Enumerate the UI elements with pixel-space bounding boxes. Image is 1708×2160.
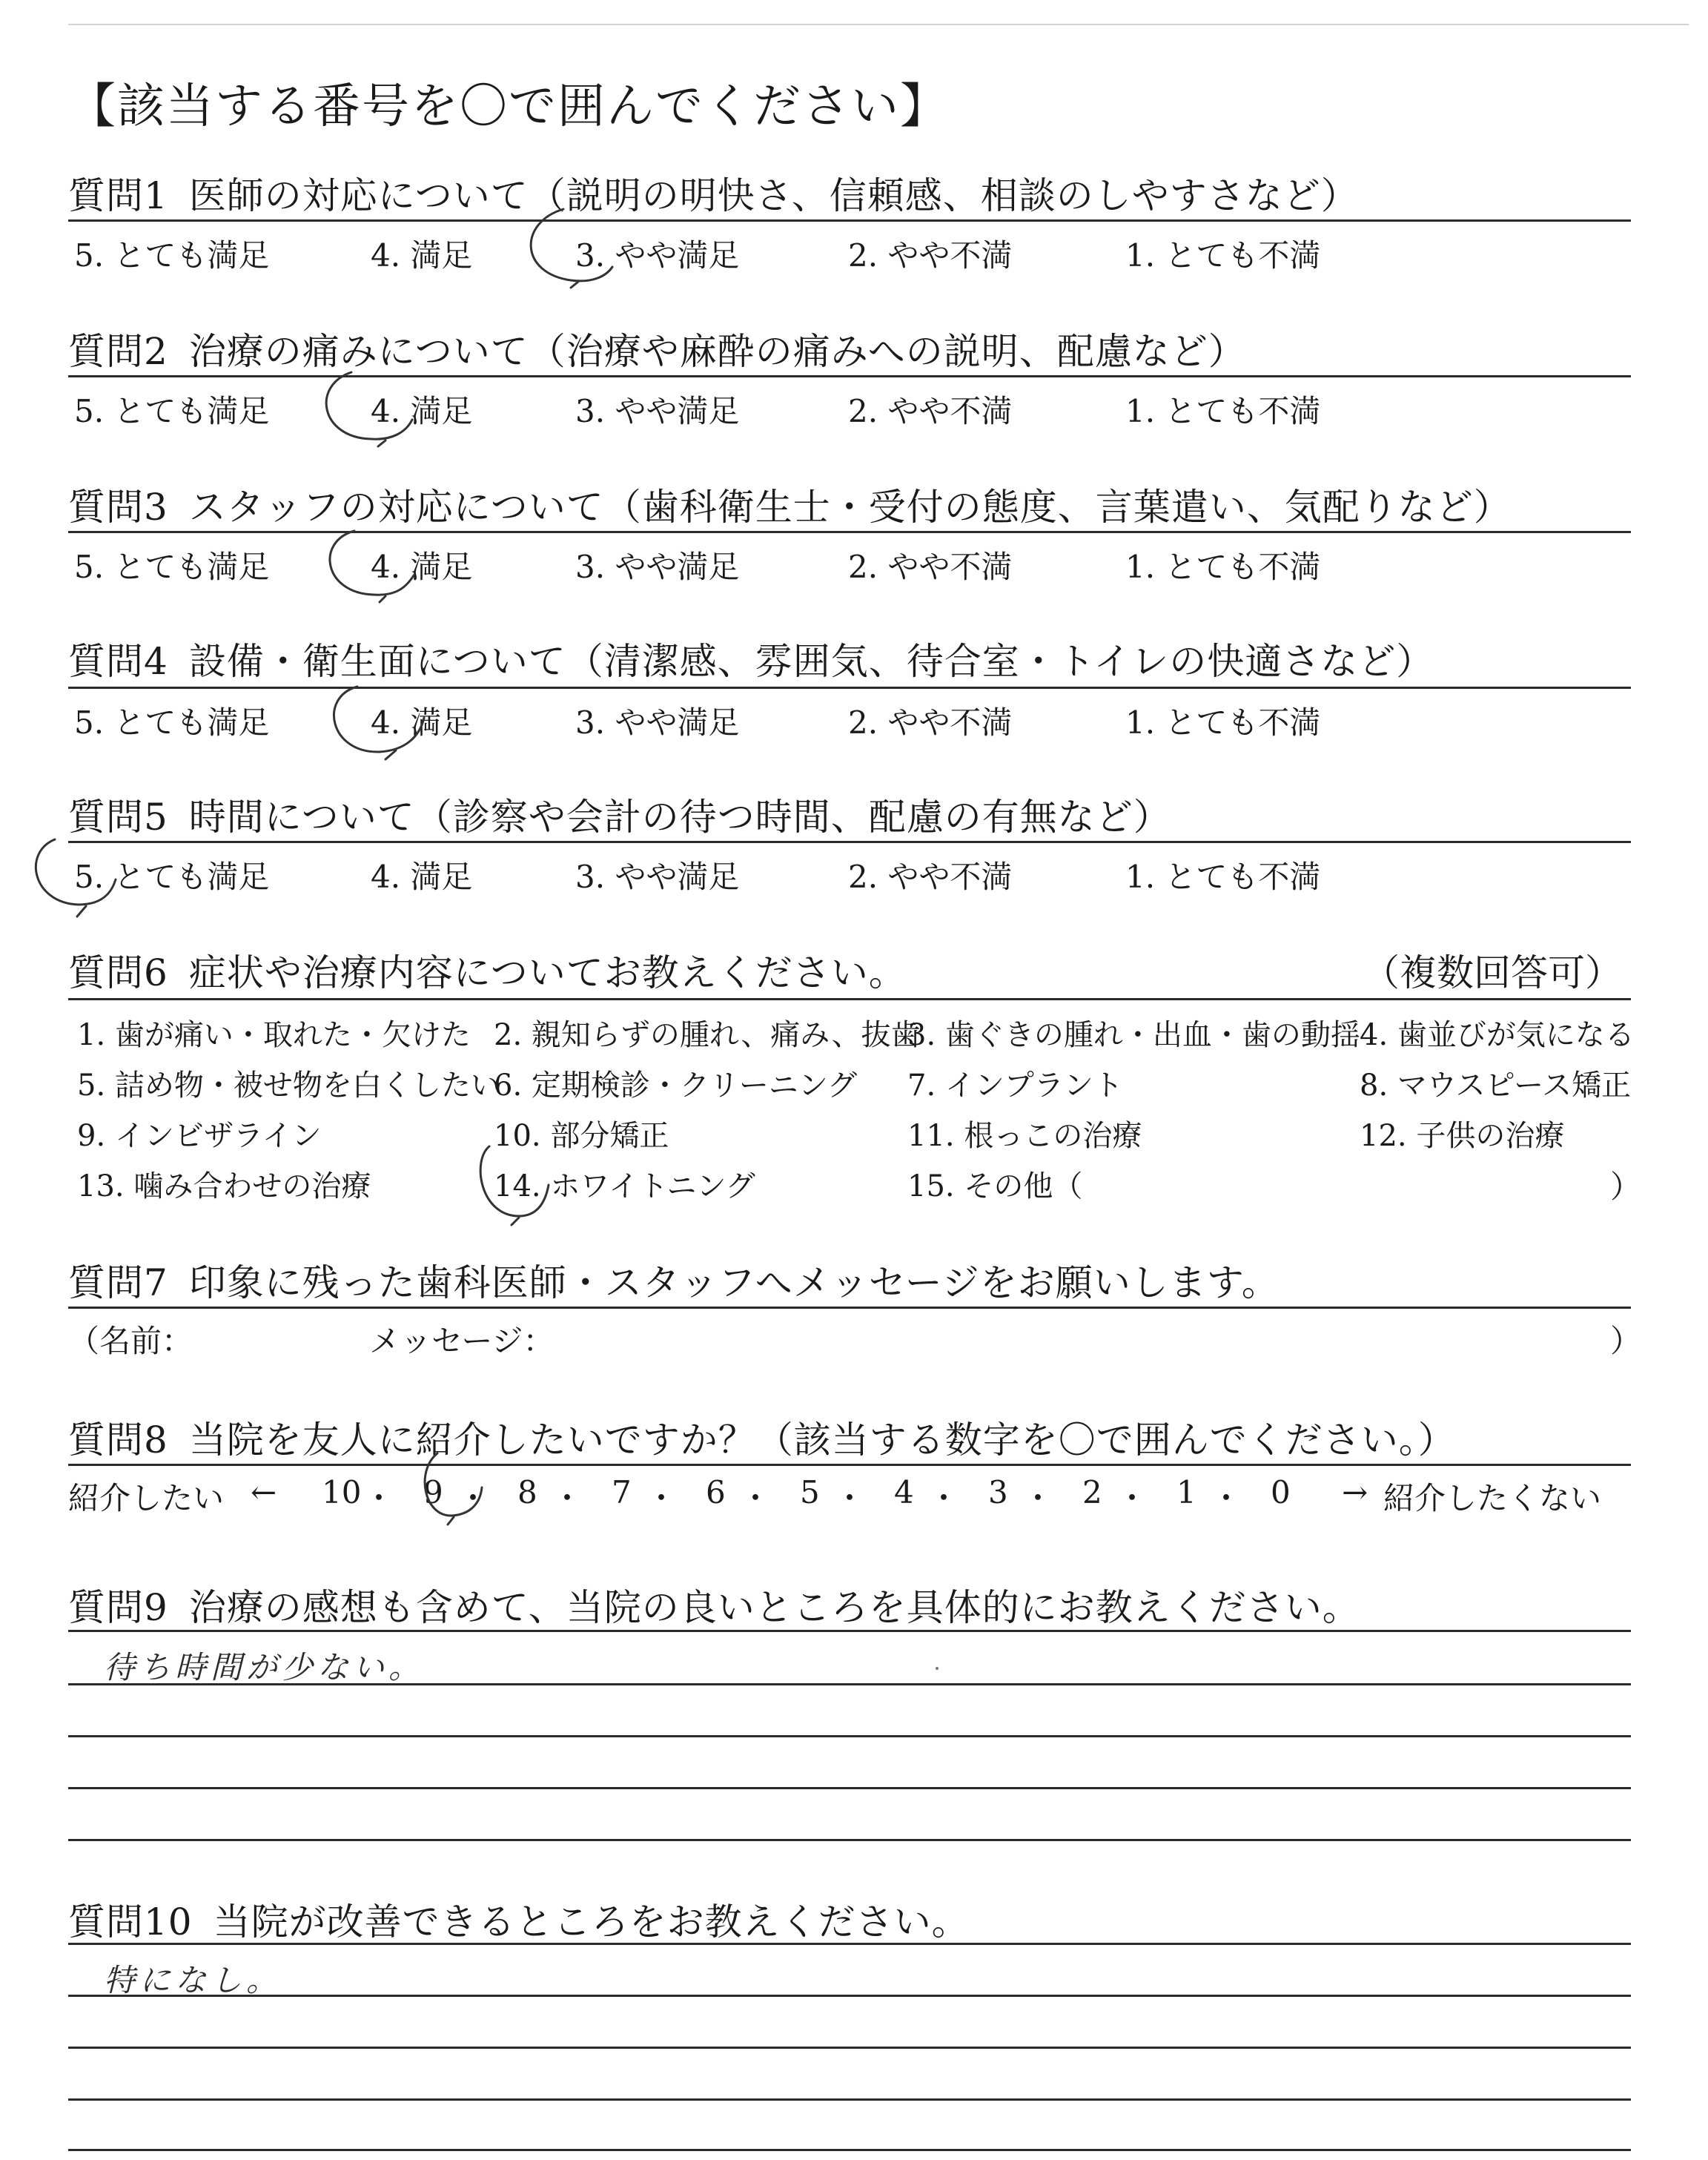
- scale-separator: ・: [1211, 1480, 1242, 1516]
- question-number: 質問10: [68, 1900, 193, 1943]
- q4-option-1[interactable]: 1. とても不満: [1125, 704, 1321, 741]
- question-6-title: [68, 943, 907, 997]
- answer-line: [68, 1735, 1631, 1737]
- q10-handwritten-answer[interactable]: 特になし。: [104, 1962, 282, 1998]
- scale-separator: ・: [834, 1480, 866, 1516]
- scale-number-4[interactable]: 4: [894, 1474, 914, 1510]
- question-text: 当院が改善できるところをお教えください。: [213, 1900, 970, 1943]
- top-border: [68, 24, 1689, 25]
- name-field-label: （名前：: [68, 1323, 193, 1359]
- question-text: 医師の対応について（説明の明快さ、信頼感、相談のしやすさなど）: [188, 174, 1359, 217]
- scale-number-6[interactable]: 6: [706, 1474, 726, 1510]
- message-field-label: メッセージ：: [369, 1323, 555, 1359]
- answer-line: [68, 1630, 1631, 1632]
- q5-option-5[interactable]: 5. とても満足: [74, 859, 270, 895]
- q6-item-7[interactable]: 7. インプラント: [907, 1069, 1123, 1103]
- left-arrow: ←: [251, 1474, 277, 1510]
- scale-separator: ・: [646, 1480, 678, 1516]
- question-8-title: [68, 1410, 1456, 1464]
- question-rule: [68, 841, 1631, 843]
- q3-option-3[interactable]: 3. やや満足: [575, 549, 740, 585]
- scan-speck: [936, 1667, 939, 1670]
- q4-option-5[interactable]: 5. とても満足: [74, 704, 270, 741]
- q6-item-13[interactable]: 13. 噛み合わせの治療: [77, 1169, 371, 1203]
- q6-item-10[interactable]: 10. 部分矯正: [494, 1119, 669, 1153]
- message-close-paren: ）: [1610, 1323, 1642, 1359]
- q6-item-8[interactable]: 8. マウスピース矯正: [1360, 1069, 1632, 1103]
- q6-item-2[interactable]: 2. 親知らずの腫れ、痛み、抜歯: [494, 1018, 921, 1052]
- q3-option-5[interactable]: 5. とても満足: [74, 549, 270, 585]
- question-1-title: [68, 166, 1359, 219]
- q4-option-4[interactable]: 4. 満足: [371, 704, 473, 741]
- q6-item-12[interactable]: 12. 子供の治療: [1360, 1119, 1565, 1153]
- question-10-title: [68, 1892, 970, 1946]
- question-9-title: [68, 1578, 1360, 1631]
- recommend-label: 紹介したい: [68, 1480, 225, 1516]
- scale-separator: ・: [1116, 1480, 1148, 1516]
- question-text: スタッフの対応について（歯科衛生士・受付の態度、言葉遣い、気配りなど）: [188, 486, 1512, 529]
- question-text: 当院を友人に紹介したいですか？（該当する数字を〇で囲んでください。）: [188, 1418, 1456, 1462]
- scale-number-7[interactable]: 7: [612, 1474, 632, 1510]
- q9-handwritten-answer[interactable]: 待ち時間が少ない。: [104, 1649, 425, 1685]
- question-rule: [68, 687, 1631, 689]
- scale-number-2[interactable]: 2: [1082, 1474, 1102, 1510]
- answer-line: [68, 1839, 1631, 1841]
- q5-option-2[interactable]: 2. やや不満: [848, 859, 1013, 895]
- q2-option-3[interactable]: 3. やや満足: [575, 393, 740, 429]
- scale-separator: ・: [363, 1480, 395, 1516]
- answer-line: [68, 1995, 1631, 1997]
- q5-option-4[interactable]: 4. 満足: [371, 859, 473, 895]
- question-number: 質問5: [68, 796, 168, 839]
- question-number: 質問2: [68, 330, 168, 373]
- q6-item-15[interactable]: 15. その他（: [907, 1169, 1083, 1203]
- question-number: 質問3: [68, 486, 168, 529]
- q1-option-2[interactable]: 2. やや不満: [848, 237, 1013, 274]
- q1-option-1[interactable]: 1. とても不満: [1125, 237, 1321, 274]
- q6-item-1[interactable]: 1. 歯が痛い・取れた・欠けた: [77, 1018, 471, 1052]
- scale-number-5[interactable]: 5: [800, 1474, 820, 1510]
- q2-option-5[interactable]: 5. とても満足: [74, 393, 270, 429]
- question-text: 治療の痛みについて（治療や麻酔の痛みへの説明、配慮など）: [188, 330, 1246, 373]
- q3-option-4[interactable]: 4. 満足: [371, 549, 473, 585]
- question-rule: [68, 375, 1631, 377]
- question-number: 質問8: [68, 1418, 168, 1462]
- q2-option-2[interactable]: 2. やや不満: [848, 393, 1013, 429]
- question-number: 質問1: [68, 174, 168, 217]
- q1-option-5[interactable]: 5. とても満足: [74, 237, 270, 274]
- question-number: 質問9: [68, 1586, 168, 1629]
- scale-number-8[interactable]: 8: [517, 1474, 537, 1510]
- question-number: 質問7: [68, 1261, 168, 1304]
- scale-number-0[interactable]: 0: [1271, 1474, 1291, 1510]
- question-7-title: [68, 1253, 1280, 1307]
- question-number: 質問4: [68, 640, 168, 683]
- q6-item-4[interactable]: 4. 歯並びが気になる: [1360, 1018, 1635, 1052]
- multiple-answers-note: （複数回答可）: [1363, 951, 1622, 994]
- scale-number-10[interactable]: 10: [322, 1474, 362, 1510]
- question-5-title: [68, 787, 1171, 841]
- question-text: 治療の感想も含めて、当院の良いところを具体的にお教えください。: [188, 1586, 1360, 1629]
- scale-number-9[interactable]: 9: [423, 1474, 443, 1510]
- q6-item-9[interactable]: 9. インビザライン: [77, 1119, 322, 1153]
- q5-option-3[interactable]: 3. やや満足: [575, 859, 740, 895]
- q6-item-11[interactable]: 11. 根っこの治療: [907, 1119, 1142, 1153]
- scale-separator: ・: [928, 1480, 960, 1516]
- right-arrow: →: [1342, 1474, 1368, 1510]
- other-close-paren: ）: [1610, 1169, 1642, 1205]
- question-text: 時間について（診察や会計の待つ時間、配慮の有無など）: [188, 796, 1171, 839]
- answer-line: [68, 2047, 1631, 2049]
- question-rule: [68, 998, 1631, 1000]
- question-2-title: [68, 322, 1246, 375]
- q6-item-6[interactable]: 6. 定期検診・クリーニング: [494, 1069, 858, 1103]
- scale-number-3[interactable]: 3: [988, 1474, 1008, 1510]
- scale-separator: ・: [457, 1480, 489, 1516]
- answer-line: [68, 1943, 1631, 1945]
- q4-option-2[interactable]: 2. やや不満: [848, 704, 1013, 741]
- question-rule: [68, 219, 1631, 222]
- answer-line: [68, 2149, 1631, 2151]
- scale-separator: ・: [1022, 1480, 1054, 1516]
- q4-option-3[interactable]: 3. やや満足: [575, 704, 740, 741]
- q2-option-1[interactable]: 1. とても不満: [1125, 393, 1321, 429]
- question-rule: [68, 1464, 1631, 1466]
- question-rule: [68, 531, 1631, 533]
- scale-number-1[interactable]: 1: [1176, 1474, 1196, 1510]
- answer-line: [68, 2098, 1631, 2101]
- not-recommend-label: 紹介したくない: [1383, 1480, 1602, 1516]
- scale-separator: ・: [740, 1480, 772, 1516]
- q6-item-14[interactable]: 14. ホワイトニング: [494, 1169, 755, 1203]
- question-3-title: [68, 478, 1512, 531]
- question-number: 質問6: [68, 951, 168, 994]
- question-text: 印象に残った歯科医師・スタッフへメッセージをお願いします。: [188, 1261, 1280, 1304]
- q1-option-3[interactable]: 3. やや満足: [575, 237, 740, 274]
- q6-item-5[interactable]: 5. 詰め物・被せ物を白くしたい: [77, 1069, 500, 1103]
- q6-item-3[interactable]: 3. 歯ぐきの腫れ・出血・歯の動揺: [907, 1018, 1360, 1052]
- question-text: 設備・衛生面について（清潔感、雰囲気、待合室・トイレの快適さなど）: [188, 640, 1434, 683]
- q3-option-1[interactable]: 1. とても不満: [1125, 549, 1321, 585]
- q5-option-1[interactable]: 1. とても不満: [1125, 859, 1321, 895]
- question-text: 症状や治療内容についてお教えください。: [188, 951, 907, 994]
- q2-option-4[interactable]: 4. 満足: [371, 393, 473, 429]
- q3-option-2[interactable]: 2. やや不満: [848, 549, 1013, 585]
- answer-line: [68, 1787, 1631, 1789]
- scale-separator: ・: [552, 1480, 583, 1516]
- page-title: 【該当する番号を〇で囲んでください】: [68, 79, 949, 134]
- q1-option-4[interactable]: 4. 満足: [371, 237, 473, 274]
- question-4-title: [68, 632, 1434, 685]
- question-rule: [68, 1307, 1631, 1309]
